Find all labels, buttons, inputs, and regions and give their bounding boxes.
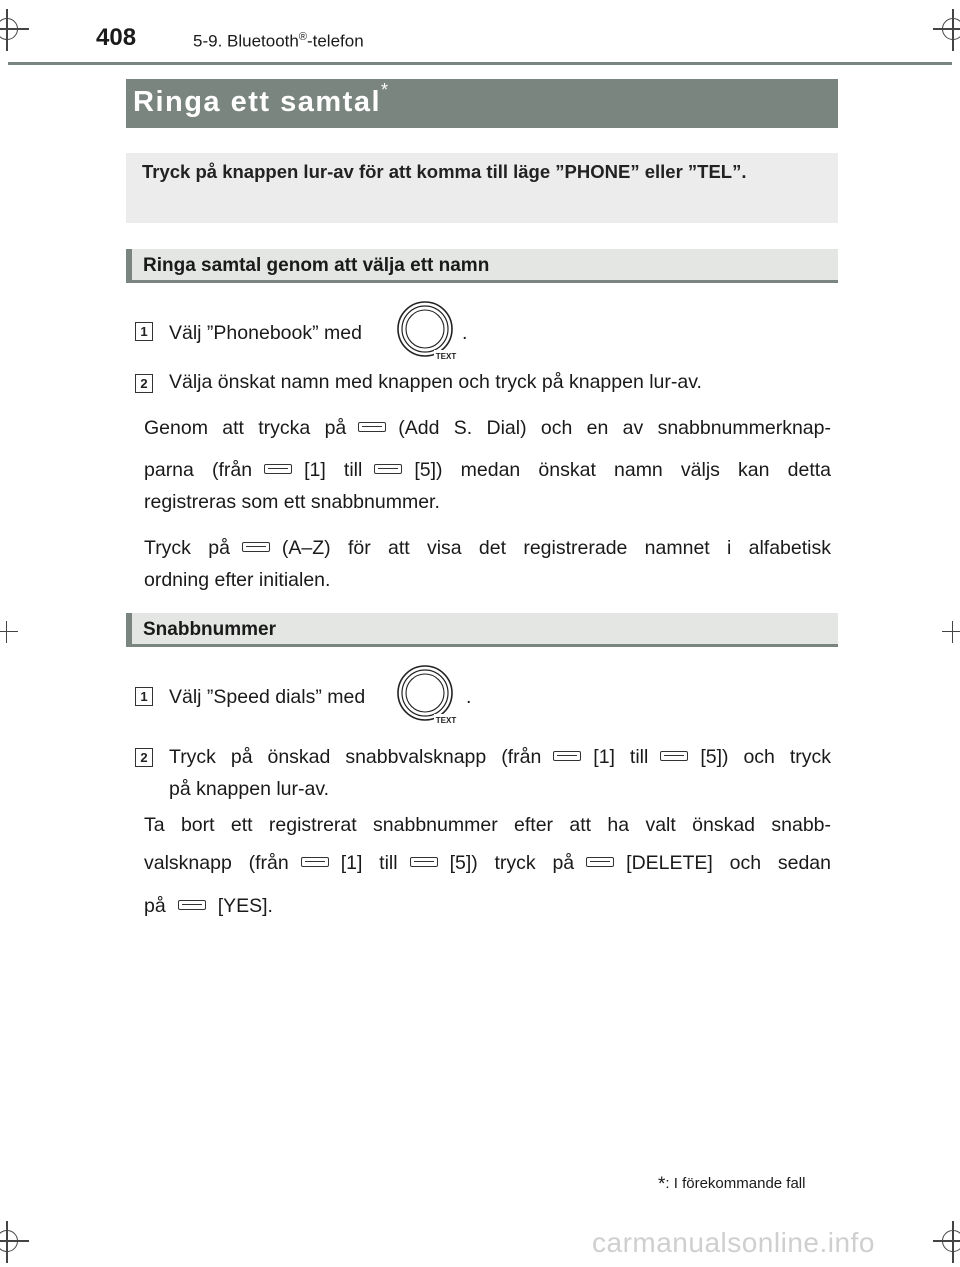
section-heading-phonebook [126,249,838,283]
section-heading-speed-dial [126,613,838,647]
button-icon [264,464,292,474]
crop-mark-mid-right [942,621,960,643]
section-label: 5-9. Bluetooth®-telefon [193,31,364,51]
note-line: valsknapp (från [1] till [5]) tryck på [DELETE] och sedan [144,852,831,874]
footnote: *: I förekommande fall [658,1174,806,1195]
button-icon [178,900,206,910]
watermark: carmanualsonline.info [592,1227,875,1258]
step-number: 2 [135,374,153,393]
crop-mark-bottom-left [0,1230,18,1252]
title-asterisk: * [381,80,390,100]
crop-mark-top-left [0,18,18,40]
intro-text: Tryck på knappen lur-av för att komma till läge ”PHONE” eller ”TEL”. [142,161,747,182]
header-rule [8,62,952,65]
tune-knob-icon [396,300,460,364]
step-text: Välja önskat namn med knappen och tryck på knappen lur-av. [169,371,702,393]
crop-mark-mid-left [0,621,18,643]
step-number: 2 [135,748,153,767]
button-icon [242,542,270,552]
step-number: 1 [135,687,153,706]
button-icon [586,857,614,867]
note-line: Ta bort ett registrerat snabbnummer efter att ha valt önskad snabb- [144,814,831,836]
button-icon [660,751,688,761]
note-line: på [YES]. [144,895,273,917]
knob-label: TEXT [435,352,457,361]
heading-accent-bar [126,249,132,280]
section-heading-text: Ringa samtal genom att välja ett namn [143,255,490,276]
button-icon [374,464,402,474]
heading-accent-bar [126,613,132,644]
tune-knob-icon [396,664,460,728]
step-text-end: . [462,322,468,344]
button-icon [358,422,386,432]
page-number: 408 [96,24,137,51]
button-icon [553,751,581,761]
section-heading-text: Snabbnummer [143,619,277,640]
knob-label: TEXT [435,716,457,725]
note-line: Tryck på (A–Z) för att visa det registrerade namnet i alfabetisk [144,537,831,559]
step-text: Välj ”Phonebook” med [169,322,362,344]
page-title: Ringa ett samtal* [133,80,390,118]
button-icon [410,857,438,867]
step-text-end: . [466,686,472,708]
note-line: Genom att trycka på (Add S. Dial) och en av snabbnummerknap- [144,417,831,439]
note-line: ordning efter initialen. [144,569,331,591]
step-number: 1 [135,322,153,341]
crop-mark-top-right [942,18,960,40]
step-text: på knappen lur-av. [169,778,330,800]
button-icon [301,857,329,867]
crop-mark-bottom-right [942,1230,960,1252]
note-line: parna (från [1] till [5]) medan önskat namn väljs kan detta [144,459,831,481]
step-text: Välj ”Speed dials” med [169,686,366,708]
note-line: registreras som ett snabbnummer. [144,491,440,513]
step-text: Tryck på önskad snabbvalsknapp (från [1] till [5]) och tryck [169,746,831,768]
